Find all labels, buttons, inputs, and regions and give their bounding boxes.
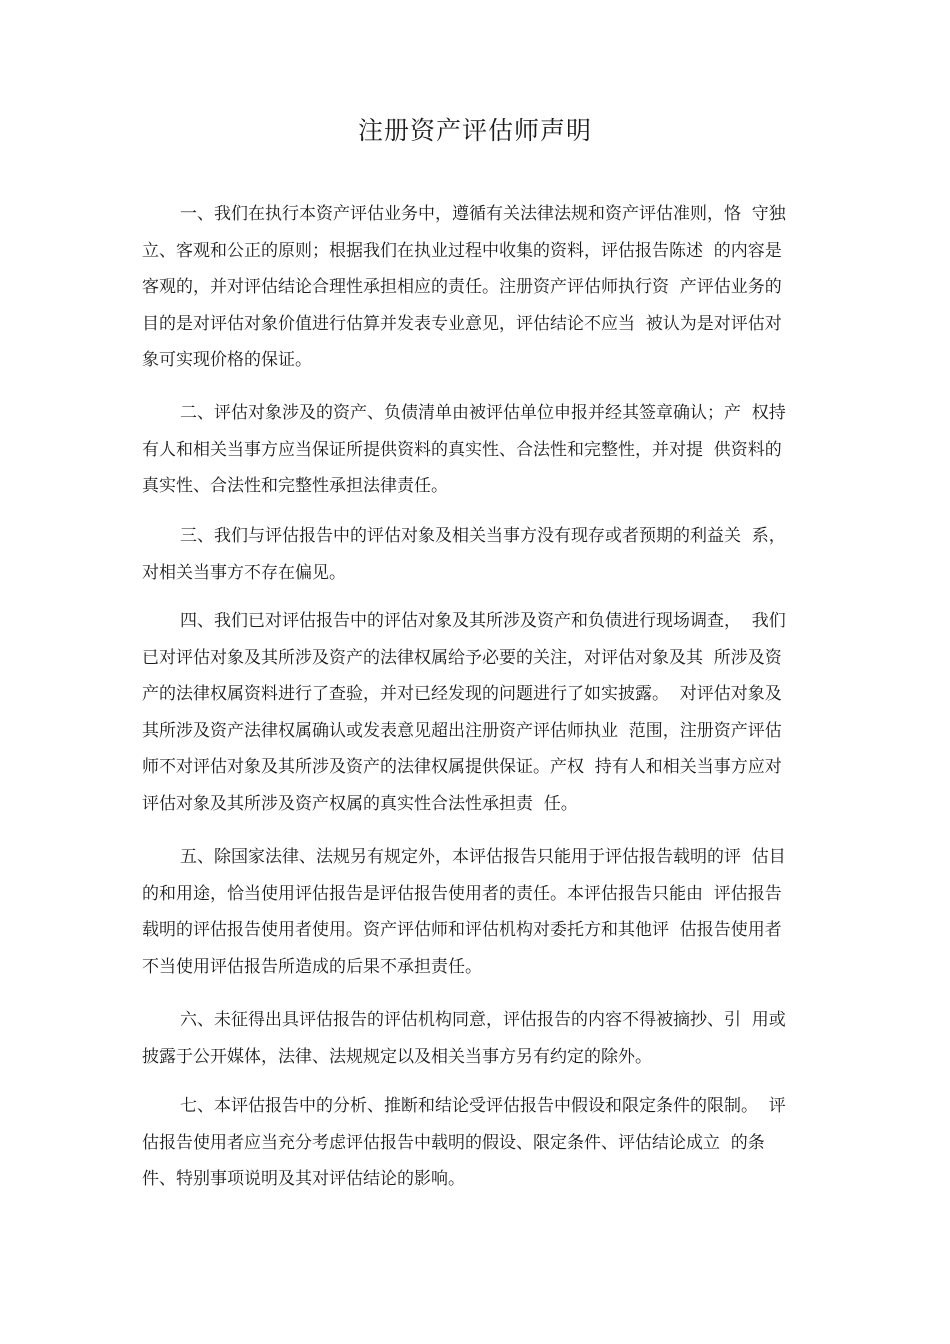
paragraph-line: 件、特别事项说明及其对评估结论的影响。 (142, 1169, 465, 1189)
paragraph-line: 六、未征得出具评估报告的评估机构同意，评估报告的内容不得被摘抄、引 用或 (180, 1010, 786, 1030)
paragraph-line: 载明的评估报告使用者使用。资产评估师和评估机构对委托方和其他评 估报告使用者 (142, 920, 782, 940)
paragraph-line: 有人和相关当事方应当保证所提供资料的真实性、合法性和完整性，并对提 供资料的 (142, 439, 782, 460)
paragraph-line: 七、本评估报告中的分析、推断和结论受评估报告中假设和限定条件的限制。 评 (180, 1096, 786, 1116)
paragraph-line: 对相关当事方不存在偏见。 (142, 562, 346, 583)
paragraph-line: 已对评估对象及其所涉及资产的法律权属给予必要的关注，对评估对象及其 所涉及资 (142, 647, 782, 668)
paragraph-line: 客观的，并对评估结论合理性承担相应的责任。注册资产评估师执行资 产评估业务的 (142, 277, 782, 297)
paragraph-line: 立、客观和公正的原则；根据我们在执业过程中收集的资料，评估报告陈述 的内容是 (142, 240, 782, 261)
paragraph-line: 估报告使用者应当充分考虑评估报告中载明的假设、限定条件、评估结论成立 的条 (142, 1132, 765, 1153)
paragraph-line: 三、我们与评估报告中的评估对象及相关当事方没有现存或者预期的利益关 系， (180, 526, 786, 546)
paragraph-line: 其所涉及资产法律权属确认或发表意见超出注册资产评估师执业 范围，注册资产评估 (142, 720, 782, 741)
paragraph-line: 目的是对评估对象价值进行估算并发表专业意见，评估结论不应当 被认为是对评估对 (142, 313, 782, 334)
paragraph-line: 象可实现价格的保证。 (142, 350, 312, 370)
paragraph-line: 披露于公开媒体，法律、法规规定以及相关当事方另有约定的除外。 (142, 1046, 652, 1067)
paragraph-line: 评估对象及其所涉及资产权属的真实性合法性承担责 任。 (142, 793, 578, 814)
paragraph-line: 产的法律权属资料进行了查验，并对已经发现的问题进行了如实披露。 对评估对象及 (142, 684, 782, 704)
page-title: 注册资产评估师声明 (357, 116, 592, 145)
paragraph-line: 师不对评估对象及其所涉及资产的法律权属提供保证。产权 持有人和相关当事方应对 (142, 757, 782, 777)
paragraph-line: 五、除国家法律、法规另有规定外，本评估报告只能用于评估报告载明的评 估目 (180, 847, 786, 867)
paragraph-line: 四、我们已对评估报告中的评估对象及其所涉及资产和负债进行现场调查， 我们 (180, 611, 786, 631)
paragraph-line: 的和用途，恰当使用评估报告是评估报告使用者的责任。本评估报告只能由 评估报告 (142, 883, 782, 904)
paragraph-line: 不当使用评估报告所造成的后果不承担责任。 (142, 956, 482, 977)
paragraph-line: 一、我们在执行本资产评估业务中，遵循有关法律法规和资产评估准则，恪 守独 (180, 204, 786, 224)
paragraph-line: 真实性、合法性和完整性承担法律责任。 (142, 476, 448, 496)
paragraph-line: 二、评估对象涉及的资产、负债清单由被评估单位申报并经其签章确认；产 权持 (180, 403, 786, 423)
